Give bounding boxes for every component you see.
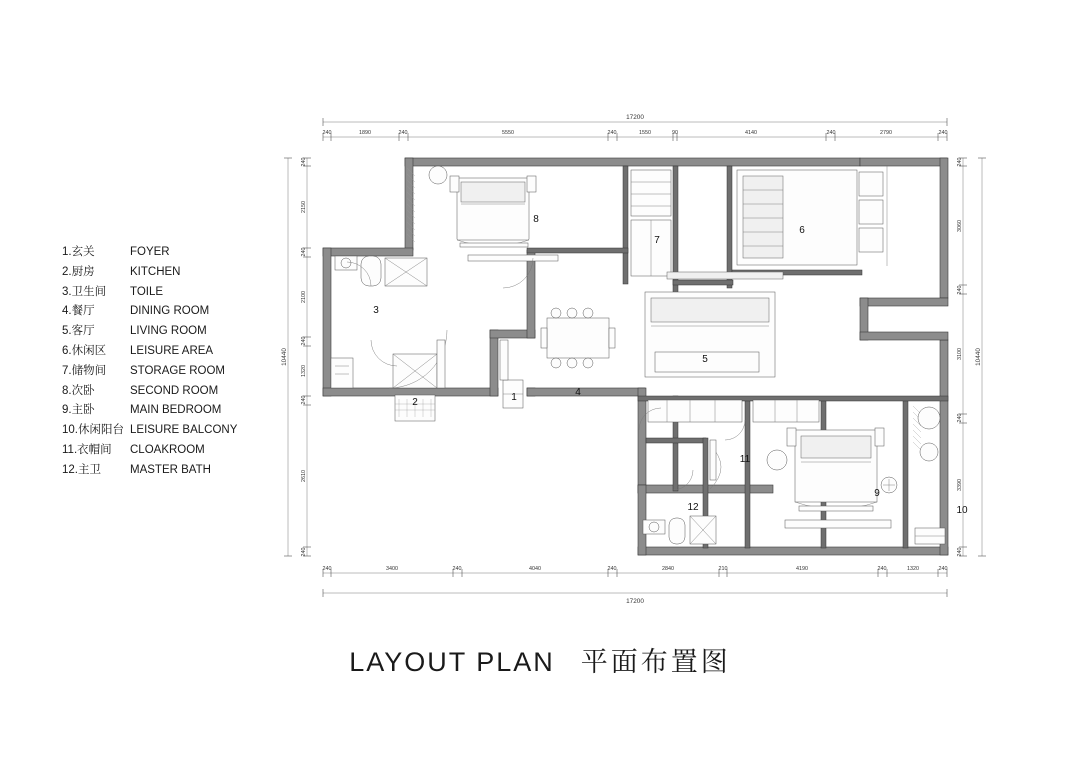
room-label-3: 3 xyxy=(373,305,379,316)
legend-item-cn: 10.休闲阳台 xyxy=(62,424,124,437)
room-2-furniture xyxy=(331,330,447,421)
dim-top-6: 90 xyxy=(672,130,678,136)
legend-item xyxy=(62,362,262,382)
legend-item-cn: 9.主卧 xyxy=(62,404,95,417)
dim-bottom-9: 1320 xyxy=(907,566,919,572)
dim-top-2: 240 xyxy=(398,130,408,136)
dim-bottom-3: 4040 xyxy=(529,566,541,572)
legend-item-en: FOYER xyxy=(130,246,170,258)
legend-item-en: CLOAKROOM xyxy=(130,443,205,456)
floor-plan xyxy=(275,100,995,610)
legend-item xyxy=(62,461,262,481)
dim-bottom-4: 240 xyxy=(607,566,617,572)
room-label-2: 2 xyxy=(412,397,418,408)
room-label-6: 6 xyxy=(799,225,805,236)
room-4-furniture xyxy=(541,308,615,368)
legend-item xyxy=(62,263,262,283)
legend-item-en: MASTER BATH xyxy=(130,463,211,476)
dim-left-8: 240 xyxy=(301,547,307,557)
room-12-furniture xyxy=(643,516,716,544)
dim-left-0: 240 xyxy=(301,157,307,167)
room-6-furniture xyxy=(737,166,887,266)
dim-top-10: 240 xyxy=(938,130,948,136)
dim-right-2: 240 xyxy=(957,285,963,295)
legend-item xyxy=(62,382,262,402)
dim-right-overall: 10440 xyxy=(975,348,982,366)
legend-item-cn: 2.厨房 xyxy=(62,265,95,278)
legend-item-en: DINING ROOM xyxy=(130,305,210,318)
legend-item xyxy=(62,283,262,303)
legend-item-cn: 1.玄关 xyxy=(62,246,95,258)
legend-item xyxy=(62,243,262,263)
dim-top-7: 4140 xyxy=(745,130,757,136)
legend-item-cn: 11.衣帽间 xyxy=(62,443,112,456)
dim-left-6: 240 xyxy=(301,395,307,405)
dim-top-4: 240 xyxy=(607,130,617,136)
room-label-4: 4 xyxy=(575,387,581,398)
dim-top-3: 5550 xyxy=(502,130,514,136)
dim-bottom-2: 240 xyxy=(452,566,462,572)
room-label-1: 1 xyxy=(511,392,517,403)
legend-item xyxy=(62,441,262,461)
dim-right-1: 3060 xyxy=(957,220,963,232)
legend xyxy=(62,243,262,481)
dim-top-8: 240 xyxy=(826,130,836,136)
dim-left-overall: 10440 xyxy=(281,348,288,366)
dim-right-6: 240 xyxy=(957,547,963,557)
legend-item-en: TOILE xyxy=(130,285,164,298)
room-5-furniture xyxy=(645,272,783,377)
dim-right-3: 3100 xyxy=(957,348,963,360)
dim-bottom-8: 240 xyxy=(877,566,887,572)
room-9-furniture xyxy=(767,428,897,528)
legend-item-en: SECOND ROOM xyxy=(130,384,219,397)
dim-right-0: 240 xyxy=(957,157,963,167)
room-label-7: 7 xyxy=(654,235,660,246)
legend-item-en: LIVING ROOM xyxy=(130,325,207,338)
dim-bottom-0: 240 xyxy=(322,566,332,572)
legend-item-en: LEISURE AREA xyxy=(130,344,214,357)
room-7-furniture xyxy=(631,170,671,276)
dim-top-1: 1890 xyxy=(359,130,371,136)
title-cn: 平面布置图 xyxy=(580,647,731,677)
legend-item xyxy=(62,302,262,322)
room-label-11: 11 xyxy=(739,454,751,465)
page-title xyxy=(0,640,1080,679)
room-label-10: 10 xyxy=(956,505,968,516)
legend-item-cn: 5.客厅 xyxy=(62,325,95,338)
legend-item xyxy=(62,401,262,421)
title-en: LAYOUT PLAN xyxy=(349,647,555,677)
legend-item xyxy=(62,322,262,342)
room-label-8: 8 xyxy=(533,214,539,225)
room-label-12: 12 xyxy=(687,502,699,513)
legend-item-cn: 12.主卫 xyxy=(62,463,101,476)
dim-left-7: 2610 xyxy=(301,470,307,482)
dim-bottom-1: 3400 xyxy=(386,566,398,572)
dim-left-4: 240 xyxy=(301,336,307,346)
dim-top-9: 2790 xyxy=(880,130,892,136)
legend-item xyxy=(62,342,262,362)
legend-item-en: MAIN BEDROOM xyxy=(130,404,222,417)
dim-left-3: 2100 xyxy=(301,291,307,303)
room-3-furniture xyxy=(335,256,427,286)
dim-right-4: 240 xyxy=(957,413,963,423)
dim-top-5: 1550 xyxy=(639,130,651,136)
legend-item-cn: 6.休闲区 xyxy=(62,344,107,357)
dim-top-0: 240 xyxy=(322,130,332,136)
legend-item xyxy=(62,421,262,441)
legend-item-cn: 4.餐厅 xyxy=(62,305,95,318)
legend-item-cn: 8.次卧 xyxy=(62,384,95,397)
legend-item-cn: 3.卫生间 xyxy=(62,285,107,298)
dim-bottom-5: 2840 xyxy=(662,566,674,572)
legend-item-en: STORAGE ROOM xyxy=(130,364,225,377)
dim-bottom-6: 210 xyxy=(718,566,728,572)
room-label-9: 9 xyxy=(874,488,880,499)
dim-left-1: 2150 xyxy=(301,201,307,213)
legend-item-cn: 7.储物间 xyxy=(62,364,107,377)
dim-right-5: 3390 xyxy=(957,479,963,491)
legend-item-en: LEISURE BALCONY xyxy=(130,424,238,437)
dim-left-2: 240 xyxy=(301,247,307,257)
room-label-5: 5 xyxy=(702,354,708,365)
dim-bottom-7: 4190 xyxy=(796,566,808,572)
dim-bottom-overall: 17200 xyxy=(626,598,644,605)
dim-bottom-10: 240 xyxy=(938,566,948,572)
dim-top-overall: 17200 xyxy=(626,114,644,121)
dim-left-5: 1320 xyxy=(301,365,307,377)
legend-item-en: KITCHEN xyxy=(130,265,181,278)
